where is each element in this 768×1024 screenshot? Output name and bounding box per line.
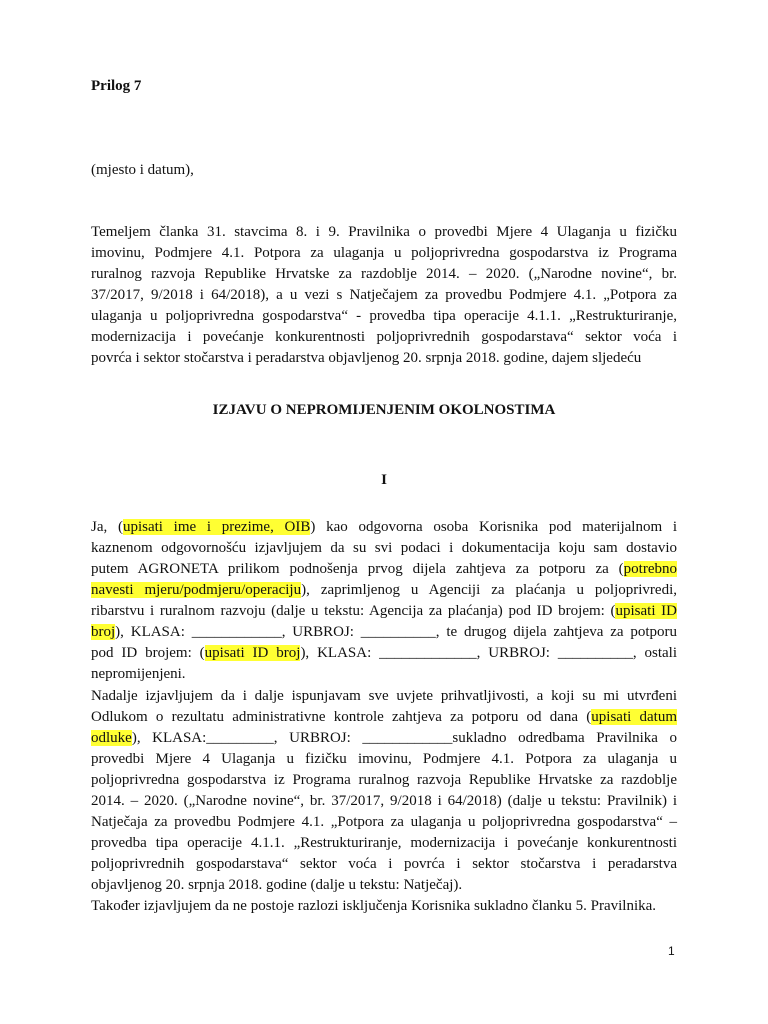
text-line: modernizacija i povećanje konkurentnosti poljoprivrednih gospodarstava“ sektor voća i	[91, 329, 677, 345]
text-line: imovinu, Podmjere 4.1. Potpora za ulaganja u poljoprivredna gospodarstva iz Programa	[91, 245, 677, 261]
text-line: kaznenom odgovornošću izjavljujem da su svi podaci i dokumentacija koju sam dostavio	[91, 540, 677, 556]
attachment-label: Prilog 7	[91, 78, 142, 94]
text-line: 37/2017, 9/2018 i 64/2018), a u vezi s Natječajem za provedbu Podmjere 4.1. „Potpora za	[91, 287, 677, 303]
text-line: Ja, (upisati ime i prezime, OIB) kao odgovorna osoba Korisnika pod materijalnom i	[91, 519, 678, 535]
placeholder-highlight: odluke	[91, 730, 132, 746]
text-line: nepromijenjeni.	[91, 666, 186, 682]
text-line: Temeljem članka 31. stavcima 8. i 9. Pravilnika o provedbi Mjere 4 Ulaganja u fizičku	[91, 224, 677, 240]
text-line: ruralnog razvoja Republike Hrvatske za razdoblje 2014. – 2020. („Narodne novine“, br.	[91, 266, 677, 282]
text-line: navesti mjeru/podmjeru/operaciju), zaprimljenog u Agenciji za plaćanja u poljoprivredi,	[91, 582, 677, 598]
text-line: 2014. – 2020. („Narodne novine“, br. 37/2017, 9/2018 i 64/2018) (dalje u tekstu: Pravilnik) i	[91, 793, 677, 809]
text-line: poljoprivrednih gospodarstava“ sektor voća i povrća i sektor stočarstva i peradarstva	[91, 856, 677, 872]
text-line: provedba tipa operacije 4.1.1. „Restrukturiranje, modernizacija i povećanje konkurentnosti	[91, 835, 677, 851]
text-line: objavljenog 20. srpnja 2018. godine (dalje u tekstu: Natječaj).	[91, 877, 463, 893]
text-line: Nadalje izjavljujem da i dalje ispunjavam sve uvjete prihvatljivosti, a koji su mi utvrđeni	[91, 688, 677, 704]
text-line: ribarstvu i ruralnom razvoju (dalje u tekstu: Agencija za plaćanja) pod ID brojem: (upisati ID	[91, 603, 677, 619]
placeholder-highlight: potrebno	[623, 561, 677, 577]
text-line: povrća i sektor stočarstva i peradarstva objavljenog 20. srpnja 2018. godine, dajem sljedeću	[91, 350, 642, 366]
placeholder-highlight: upisati datum	[591, 709, 677, 725]
place-date-line: (mjesto i datum),	[91, 162, 194, 178]
text-line: pod ID brojem: (upisati ID broj), KLASA: _____________, URBROJ: __________, ostali	[91, 645, 677, 661]
document-title: IZJAVU O NEPROMIJENJENIM OKOLNOSTIMA	[212, 402, 556, 418]
section-number: I	[381, 472, 387, 488]
page-number: 1	[668, 944, 675, 958]
placeholder-highlight: upisati ID broj	[204, 645, 301, 661]
text-line: Natječaja za provedbu Podmjere 4.1. „Potpora za ulaganja u poljoprivredna gospodarstva“ –	[91, 814, 677, 830]
statement-paragraph-2	[91, 686, 677, 917]
placeholder-highlight: navesti mjeru/podmjeru/operaciju	[91, 582, 302, 598]
preamble-paragraph	[91, 222, 677, 369]
text-line: ulaganja u poljoprivredna gospodarstva“ - provedba tipa operacije 4.1.1. „Restrukturiranje,	[91, 308, 677, 324]
placeholder-highlight: upisati ID	[615, 603, 677, 619]
text-line: odluke), KLASA:_________, URBROJ: ____________sukladno odredbama Pravilnika o	[91, 730, 677, 746]
placeholder-highlight: broj	[91, 624, 116, 640]
text-line: broj), KLASA: ____________, URBROJ: __________, te drugog dijela zahtjeva za potporu	[91, 624, 677, 640]
text-line: putem AGRONETA prilikom podnošenja prvog dijela zahtjeva za potporu za (potrebno	[91, 561, 677, 577]
placeholder-highlight: upisati ime i prezime, OIB	[122, 519, 311, 535]
text-line: Također izjavljujem da ne postoje razlozi isključenja Korisnika sukladno članku 5. Pravilnika.	[91, 898, 657, 914]
text-line: provedbi Mjere 4 Ulaganja u fizičku imovinu, Podmjere 4.1. Potpora za ulaganja u	[91, 751, 677, 767]
text-line: poljoprivredna gospodarstva iz Programa ruralnog razvoja Republike Hrvatske za razdoblje	[91, 772, 677, 788]
text-line: Odlukom o rezultatu administrativne kontrole zahtjeva za potporu od dana (upisati datum	[91, 709, 677, 725]
statement-paragraph-1	[91, 517, 677, 685]
